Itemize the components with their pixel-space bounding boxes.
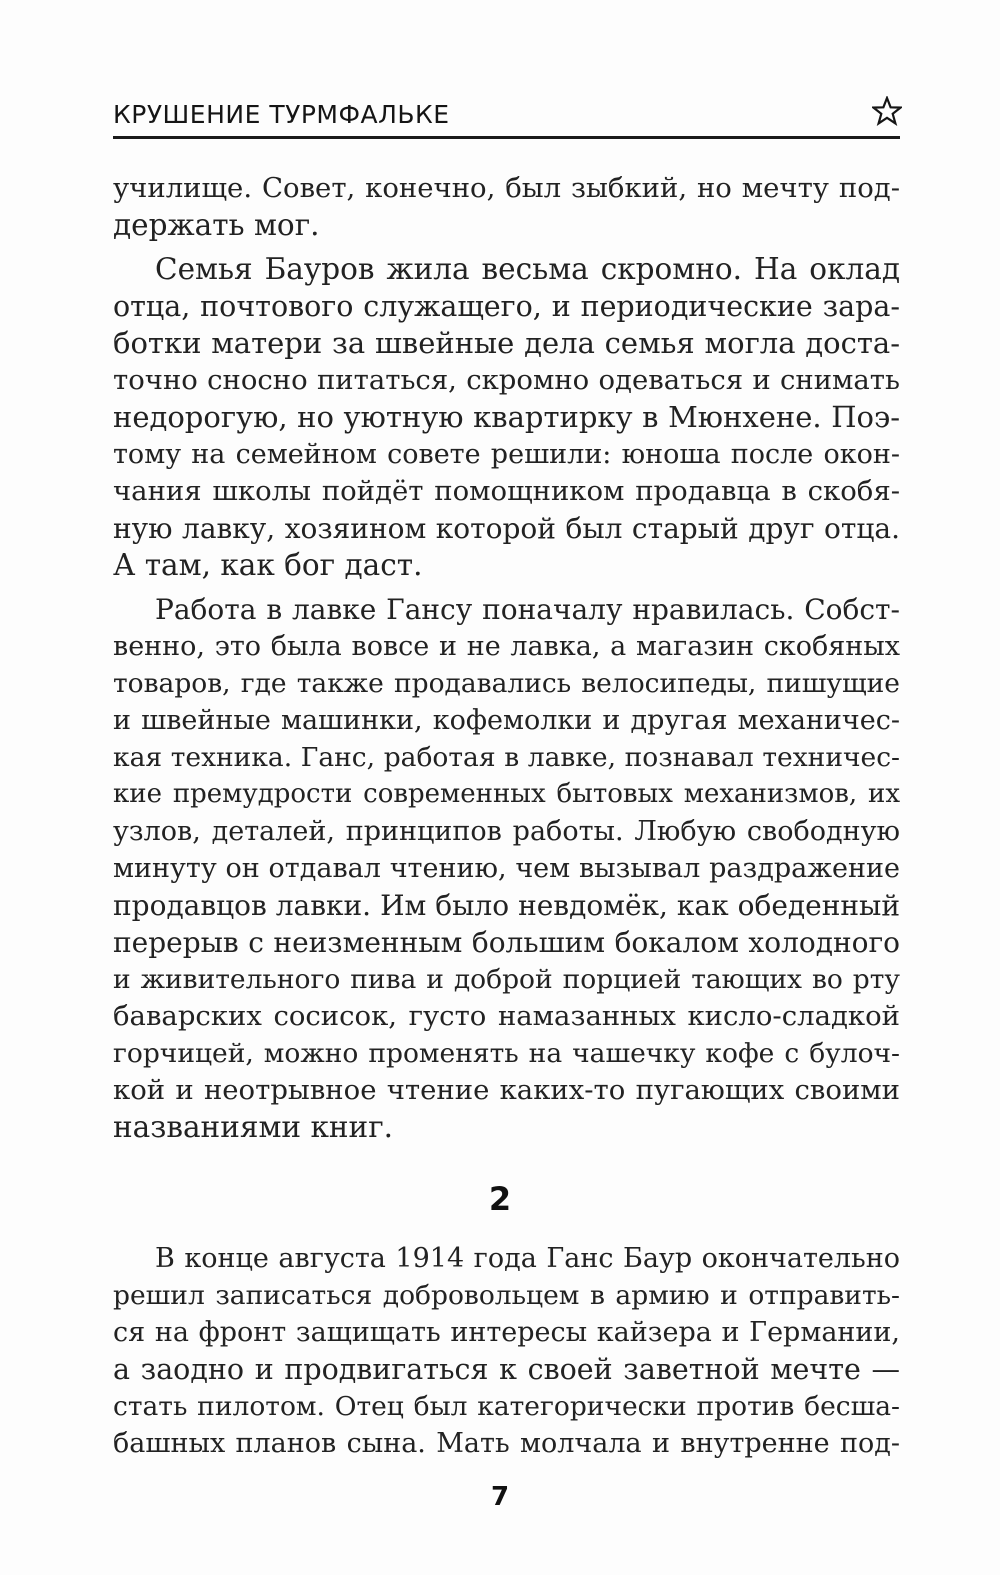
text-line: баварских сосисок, густо намазанных кисло-сладкой [113,1000,900,1032]
body-text [113,170,900,1146]
text-line: отца, почтового служащего, и периодические зара- [113,290,900,323]
text-line: кой и неотрывное чтение каких-то пугающих своими [113,1074,900,1106]
text-line: ся на фронт защищать интересы кайзера и Германии, [113,1317,900,1348]
text-line: училище. Совет, конечно, был зыбкий, но мечту под- [113,172,900,204]
chapter-number: 2 [488,1180,512,1218]
text-line: держать мог. [113,208,320,242]
text-line: А там, как бог даст. [113,548,423,582]
text-line: и швейные машинки, кофемолки и другая механичес- [113,705,900,736]
paragraph [113,591,900,1146]
text-line: товаров, где также продавались велосипеды, пишущие [113,668,900,699]
text-line: венно, это была вовсе и не лавка, а магазин скобяных [113,631,900,662]
paragraph [113,251,900,584]
page-number: 7 [490,1482,510,1512]
text-line: ную лавку, хозяином которой был старый друг отца. [113,512,900,545]
text-line: ботки матери за швейные дела семья могла доста- [113,326,900,360]
text-line: стать пилотом. Отец был категорически против бесша- [113,1391,900,1422]
text-line: В конце августа 1914 года Ганс Баур окончательно [155,1243,900,1274]
text-line: чания школы пойдёт помощником продавца в скобя- [113,475,900,507]
text-line: башных планов сына. Мать молчала и внутренне под- [113,1428,900,1459]
text-line: тому на семейном совете решили: юноша после окон- [113,439,900,470]
text-line: и живительного пива и доброй порцией тающих во рту [113,964,900,995]
running-header [113,96,900,139]
text-line: решил записаться добровольцем в армию и отправить- [113,1280,900,1311]
text-line: точно сносно питаться, скромно одеваться и снимать [113,364,900,396]
paragraph [113,1240,900,1462]
text-line: а заодно и продвигаться к своей заветной мечте — [113,1353,900,1386]
text-line: недорогую, но уютную квартирку в Мюнхене. Поэ- [113,400,900,434]
text-line: названиями книг. [113,1110,394,1144]
text-line: минуту он отдавал чтению, чем вызывал раздражение [113,853,900,884]
text-line: продавцов лавки. Им было невдомёк, как обеденный [113,889,900,922]
text-line: горчицей, можно променять на чашечку кофе с булоч- [113,1038,900,1069]
text-line: перерыв с неизменным большим бокалом холодного [113,926,900,959]
star-outline-icon [872,96,902,126]
text-line: узлов, деталей, принципов работы. Любую свободную [113,816,900,847]
chapter-text [113,1240,900,1462]
text-line: кие премудрости современных бытовых механизмов, их [113,779,900,809]
text-line: Работа в лавке Гансу поначалу нравилась. Собст- [155,593,900,626]
paragraph [113,170,900,244]
text-line: Семья Бауров жила весьма скромно. На оклад [155,252,900,286]
text-line: кая техника. Ганс, работая в лавке, познавал техничес- [113,742,900,773]
running-title: КРУШЕНИЕ ТУРМФАЛЬКЕ [113,100,450,129]
